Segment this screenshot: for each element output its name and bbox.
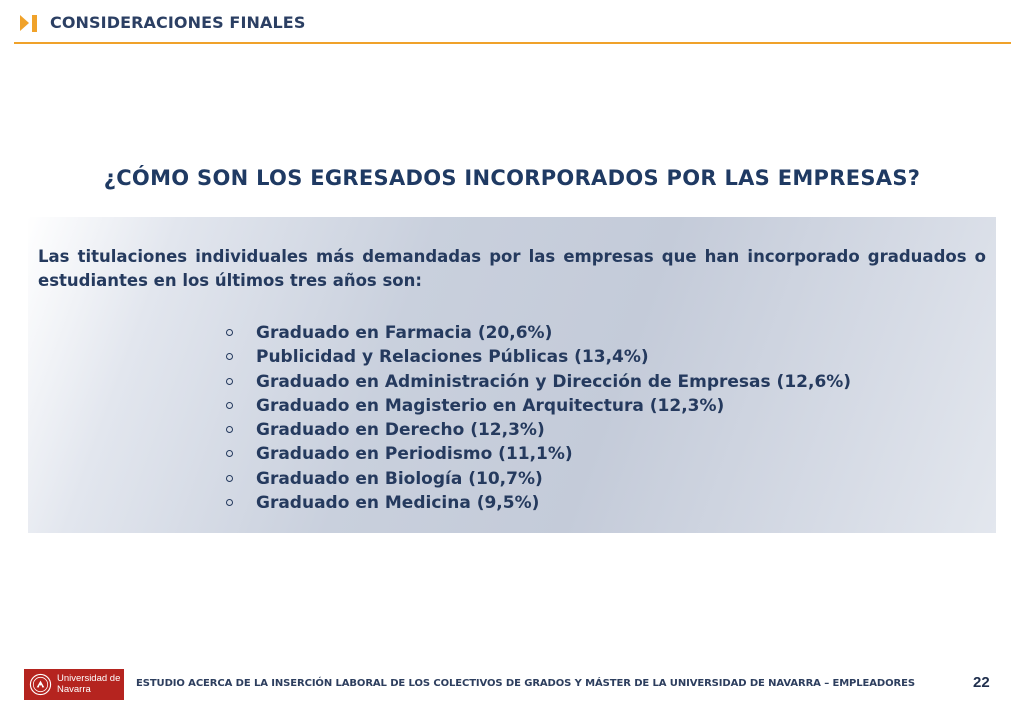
main-question-heading: ¿CÓMO SON LOS EGRESADOS INCORPORADOS POR LAS EMPRESAS? <box>103 166 921 190</box>
circle-bullet-icon <box>226 353 233 360</box>
logo-wordmark: Universidad de Navarra <box>57 673 121 695</box>
circle-bullet-icon <box>226 499 233 506</box>
slide-header <box>14 10 1011 44</box>
section-title: CONSIDERACIONES FINALES <box>50 13 306 32</box>
circle-bullet-icon <box>226 329 233 336</box>
list-item-label: Publicidad y Relaciones Públicas (13,4%) <box>256 347 649 368</box>
play-next-icon <box>18 12 42 36</box>
page-number: 22 <box>973 674 990 691</box>
circle-bullet-icon <box>226 402 233 409</box>
circle-bullet-icon <box>226 475 233 482</box>
university-seal-icon <box>29 673 52 696</box>
list-item-label: Graduado en Derecho (12,3%) <box>256 420 545 441</box>
university-logo <box>24 669 124 700</box>
content-panel <box>28 217 996 533</box>
circle-bullet-icon <box>226 450 233 457</box>
list-item-label: Graduado en Medicina (9,5%) <box>256 493 540 514</box>
list-item-label: Graduado en Farmacia (20,6%) <box>256 323 553 343</box>
list-item-label: Graduado en Administración y Dirección de Empresas (12,6%) <box>256 371 852 392</box>
list-item-label: Graduado en Magisterio en Arquitectura (12,3%) <box>256 395 725 416</box>
circle-bullet-icon <box>226 378 233 385</box>
intro-paragraph: Las titulaciones individuales más demandadas por las empresas que han incorporado graduados o estudiantes en los últimos tres años son: <box>38 247 986 290</box>
list-item-label: Graduado en Biología (10,7%) <box>256 468 543 489</box>
footer-caption: ESTUDIO ACERCA DE LA INSERCIÓN LABORAL DE LOS COLECTIVOS DE GRADOS Y MÁSTER DE LA UNIVERSIDAD DE NAVARRA – EMPLEADORES <box>136 678 915 689</box>
list-item-label: Graduado en Periodismo (11,1%) <box>256 444 573 465</box>
circle-bullet-icon <box>226 426 233 433</box>
